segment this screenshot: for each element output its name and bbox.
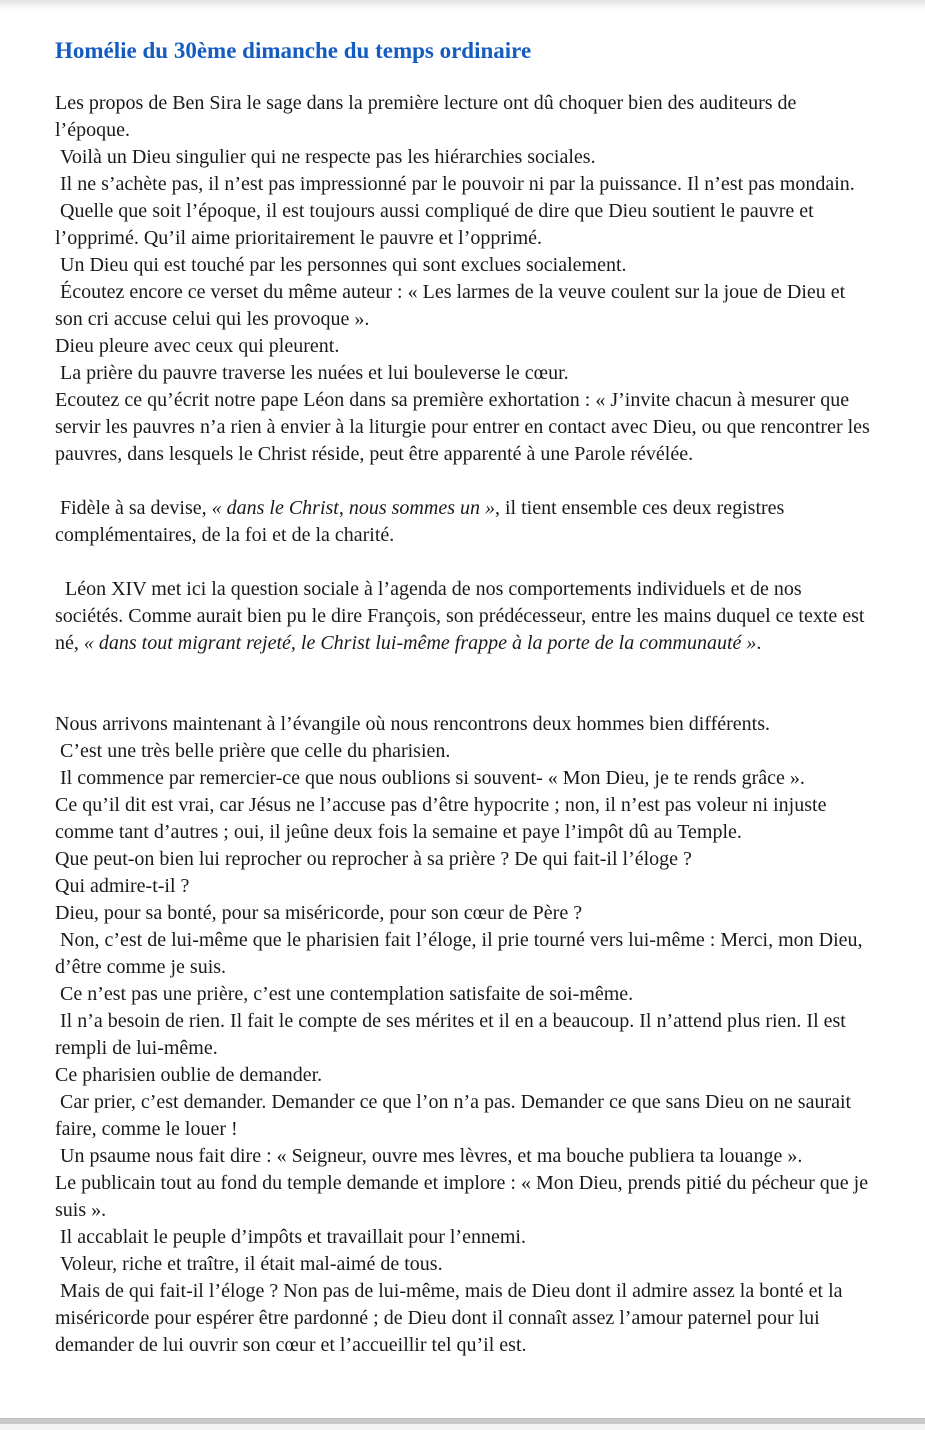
text-segment: La prière du pauvre traverse les nuées et lui bouleverse le cœur. <box>55 362 569 384</box>
text-segment: Voilà un Dieu singulier qui ne respecte pas les hiérarchies sociales. <box>55 146 596 168</box>
paragraph <box>55 387 873 468</box>
document-page <box>55 36 873 1359</box>
text-segment: , il tient ensemble ces deux registres complémentaires, de la foi et de la charité. <box>55 497 790 546</box>
blank-line <box>55 468 873 495</box>
text-segment: Un Dieu qui est touché par les personnes qui sont exclues socialement. <box>55 254 627 276</box>
paragraph <box>55 1143 873 1170</box>
text-segment: Le publicain tout au fond du temple demande et implore : « Mon Dieu, prends pitié du pécheur que je suis ». <box>55 1172 874 1221</box>
text-segment: Les propos de Ben Sira le sage dans la première lecture ont dû choquer bien des auditeurs de l’époque. <box>55 92 802 141</box>
text-segment: Ce pharisien oublie de demander. <box>55 1064 323 1086</box>
text-segment: Car prier, c’est demander. Demander ce que l’on n’a pas. Demander ce que sans Dieu on ne saurait faire, comme le louer ! <box>55 1091 857 1140</box>
paragraph <box>55 900 873 927</box>
text-segment: Dieu, pour sa bonté, pour sa miséricorde, pour son cœur de Père ? <box>55 902 583 924</box>
paragraph <box>55 1170 873 1224</box>
paragraph <box>55 1089 873 1143</box>
blank-line <box>55 549 873 576</box>
paragraph <box>55 333 873 360</box>
text-segment: Il commence par remercier-ce que nous oublions si souvent- « Mon Dieu, je te rends grâce ». <box>55 767 805 789</box>
paragraph <box>55 1278 873 1359</box>
horizontal-scrollbar[interactable] <box>0 1418 925 1430</box>
paragraph <box>55 252 873 279</box>
paragraph <box>55 765 873 792</box>
paragraph <box>55 144 873 171</box>
paragraph <box>55 981 873 1008</box>
text-segment: Mais de qui fait-il l’éloge ? Non pas de lui-même, mais de Dieu dont il admire assez la bonté et la miséricorde pour espérer être pardonné ; de Dieu dont il connaît assez l’amour paternel pour lui demander de lui ouvrir son cœur et l’accueillir tel qu’il est. <box>55 1280 848 1356</box>
text-segment: Quelle que soit l’époque, il est toujours aussi compliqué de dire que Dieu soutient le pauvre et l’opprimé. Qu’il aime prioritairement le pauvre et l’opprimé. <box>55 200 819 249</box>
text-segment: Écoutez encore ce verset du même auteur : « Les larmes de la veuve coulent sur la joue de Dieu et son cri accuse celui qui les provoque ». <box>55 281 851 330</box>
paragraph <box>55 873 873 900</box>
paragraph <box>55 927 873 981</box>
top-shadow <box>0 0 925 10</box>
page-title: Homélie du 30ème dimanche du temps ordinaire <box>55 38 532 63</box>
paragraph <box>55 171 873 198</box>
paragraph <box>55 279 873 333</box>
paragraph <box>55 360 873 387</box>
paragraph <box>55 1224 873 1251</box>
paragraph <box>55 576 873 657</box>
text-segment: Il accablait le peuple d’impôts et travaillait pour l’ennemi. <box>55 1226 526 1248</box>
text-segment: Que peut-on bien lui reprocher ou reprocher à sa prière ? De qui fait-il l’éloge ? <box>55 848 692 870</box>
document-body <box>55 90 873 1359</box>
text-segment: Fidèle à sa devise, <box>55 497 212 519</box>
paragraph <box>55 1251 873 1278</box>
text-segment: Un psaume nous fait dire : « Seigneur, ouvre mes lèvres, et ma bouche publiera ta louange ». <box>55 1145 803 1167</box>
text-segment: Ce n’est pas une prière, c’est une contemplation satisfaite de soi-même. <box>55 983 634 1005</box>
text-segment: Non, c’est de lui-même que le pharisien fait l’éloge, il prie tourné vers lui-même : Merci, mon Dieu, d’être comme je suis. <box>55 929 868 978</box>
paragraph <box>55 495 873 549</box>
text-segment: Dieu pleure avec ceux qui pleurent. <box>55 335 340 357</box>
text-segment: Ecoutez ce qu’écrit notre pape Léon dans sa première exhortation : « J’invite chacun à mesurer que servir les pauvres n’a rien à envier à la liturgie pour entrer en contact avec Dieu, ou que rencontrer les pauvres, dans lesquels le Christ réside, peut être apparenté à une Parole révélée. <box>55 389 875 465</box>
text-segment: . <box>756 632 762 654</box>
text-segment: Léon XIV met ici la question sociale à l’agenda de nos comportements individuels et de nos sociétés. Comme aurait bien pu le dire François, son prédécesseur, entre les mains duquel ce texte est né, <box>55 578 870 654</box>
horizontal-scrollbar-track <box>0 1424 925 1430</box>
quote-italic-segment: « dans tout migrant rejeté, le Christ lui-même frappe à la porte de la communauté » <box>83 632 757 654</box>
paragraph <box>55 90 873 144</box>
text-segment: Ce qu’il dit est vrai, car Jésus ne l’accuse pas d’être hypocrite ; non, il n’est pas voleur ni injuste comme tant d’autres ; oui, il jeûne deux fois la semaine et paye l’impôt dû au Temple. <box>55 794 832 843</box>
text-segment: Voleur, riche et traître, il était mal-aimé de tous. <box>55 1253 443 1275</box>
text-segment: Il n’a besoin de rien. Il fait le compte de ses mérites et il en a beaucoup. Il n’attend plus rien. Il est rempli de lui-même. <box>55 1010 851 1059</box>
paragraph <box>55 846 873 873</box>
paragraph <box>55 711 873 738</box>
text-segment: Nous arrivons maintenant à l’évangile où nous rencontrons deux hommes bien différents. <box>55 713 771 735</box>
quote-italic-segment: « dans le Christ, nous sommes un » <box>211 497 495 519</box>
paragraph <box>55 1008 873 1062</box>
paragraph <box>55 1062 873 1089</box>
blank-line <box>55 657 873 684</box>
text-segment: C’est une très belle prière que celle du pharisien. <box>55 740 451 762</box>
text-segment: Qui admire-t-il ? <box>55 875 190 897</box>
blank-line <box>55 684 873 711</box>
paragraph <box>55 198 873 252</box>
text-segment: Il ne s’achète pas, il n’est pas impressionné par le pouvoir ni par la puissance. Il n’est pas mondain. <box>55 173 855 195</box>
paragraph <box>55 792 873 846</box>
paragraph <box>55 738 873 765</box>
